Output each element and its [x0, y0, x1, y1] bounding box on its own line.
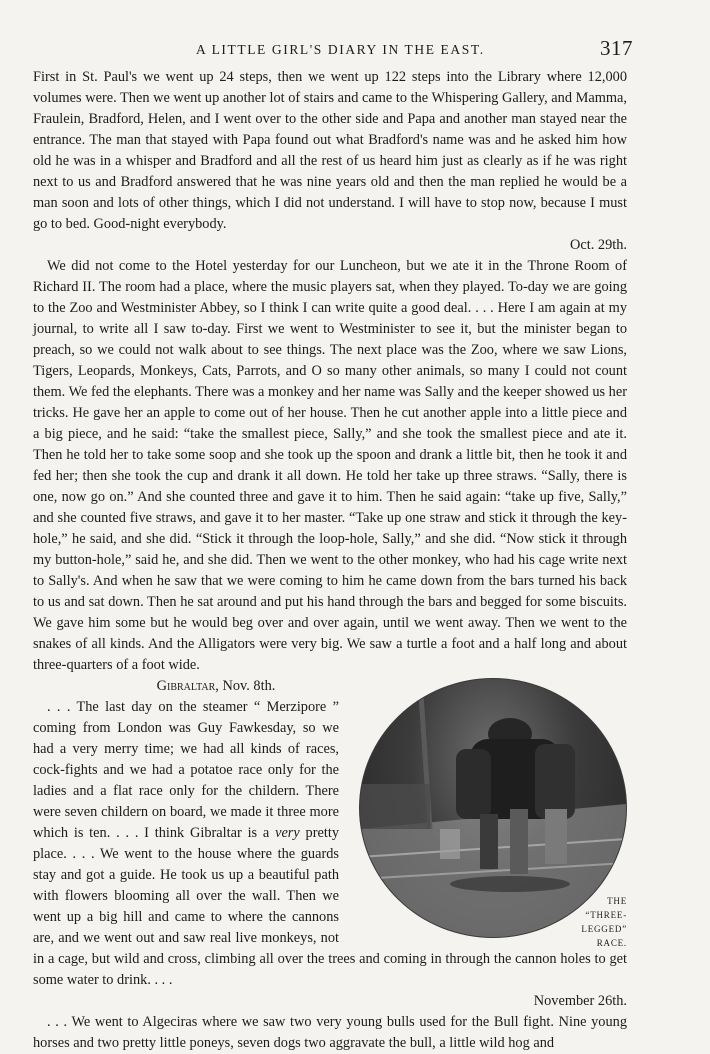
- date-heading-oct-29: Oct. 29th.: [570, 237, 627, 253]
- paragraph-st-pauls: First in St. Paul's we went up 24 steps, then we went up 122 steps into the Library where 12,000 volumes were. Then we went up another lot of stairs and came to the Whispering Gallery, and Mamma, Fraulein, Bradford, Helen, and I went over to the other side and Papa and another man stayed near the entrance. The man that stayed with Papa found out what Bradford's name was and he asked him how old he was in a whisper and Bradford and all the rest of us heard him just as clearly as if he was right next to us and Bradford answered that he was nine years old and then the man replied he would be a man soon and lots of other things, which I did not understand. I will have to stop now, because I must go to bed. Good-night everybody.: [33, 69, 627, 232]
- paragraph-zoo: We did not come to the Hotel yesterday for our Luncheon, but we ate it in the Throne Room of Richard II. The room had a place, where the music players sat, when they played. To-day we are going to the Zoo and Westminister Abbey, so I think I can write quite a good deal. . . . Here I am again at my journal, to write all I saw to-day. First we went to Westminister to see it, but the minister began to preach, so we could not walk about to see things. The next place was the Zoo, where we saw Lions, Tigers, Leopards, Monkeys, Cats, Parrots, and O so many other animals, so many I could not count them. We fed the elephants. There was a monkey and her name was Sally and the keeper showed us her tricks. He gave her an apple to come out of her house. Then he cut another apple into a little piece and a big piece, and he said: “take the smallest piece, Sally,” and she took the smallest piece and ate it. Then he told her to take some soop and she took up the spoon and drank a little bit, then he took it and fed her; then she took the cup and drank it all down. He told her take up three straws. “Sally, there is one, now go on.” And she counted three and gave it to him. Then he said again: “take up five, Sally,” and she counted five straws, and gave it to her master. “Take up one straw and stick it through the key-hole,” he said, and she did. “Stick it through the loop-hole, Sally,” and she did. “Now stick it through my button-hole,” said he, and she did. Then we went to the other monkey, who had his cage write next to Sally's. And when he saw that we were coming to him he came down from the bars turned his back to us and sat down. Then he sat around and put his hand through the bars and begged for some biscuits. We gave him some but he would beg over and over again, until we went away. Then we went to the snakes of all kinds. And the Alligators were very big. We saw a turtle a foot and a half long and about three-quarters of a foot wide.: [33, 258, 627, 673]
- body-text-column: [33, 67, 627, 1054]
- three-legged-race-figure: [347, 678, 629, 948]
- paragraph-gibraltar: . . . The last day on the steamer “ Merzipore ” coming from London was Guy Fawkesday, so we had a very merry time; we had all kinds of races, cock-fights and we had a potatoe race only for the ladies and a flat race only for the childern. There were seven childern on board, we made it three more which is ten. . . . I think Gibraltar is a very pretty place. . . . We went to the house where the guards stay and got a guide. He took us up a beautiful path with flowers blooming all over the wall. Then we went up a big hill and came to where the cannons are, and we went out and saw real live monkeys, not in a cage, but wild and cross, climbing all over the trees and coming in through the cannon holes to get some water to drink. . . .: [33, 699, 627, 988]
- date-heading-nov-26: November 26th.: [533, 993, 627, 1009]
- date-heading-gibraltar: Gibraltar, Nov. 8th.: [156, 678, 276, 694]
- running-title: A LITTLE GIRL'S DIARY IN THE EAST.: [196, 42, 485, 57]
- photo-caption: THE “THREE- LEGGED” RACE.: [581, 896, 627, 948]
- paragraph-algeciras: . . . We went to Algeciras where we saw two very young bulls used for the Bull fight. Nine young horses and two pretty little poneys, seven dogs two aggravate the bull, a little wild hog and: [33, 1014, 627, 1051]
- page-number: 317: [600, 36, 633, 60]
